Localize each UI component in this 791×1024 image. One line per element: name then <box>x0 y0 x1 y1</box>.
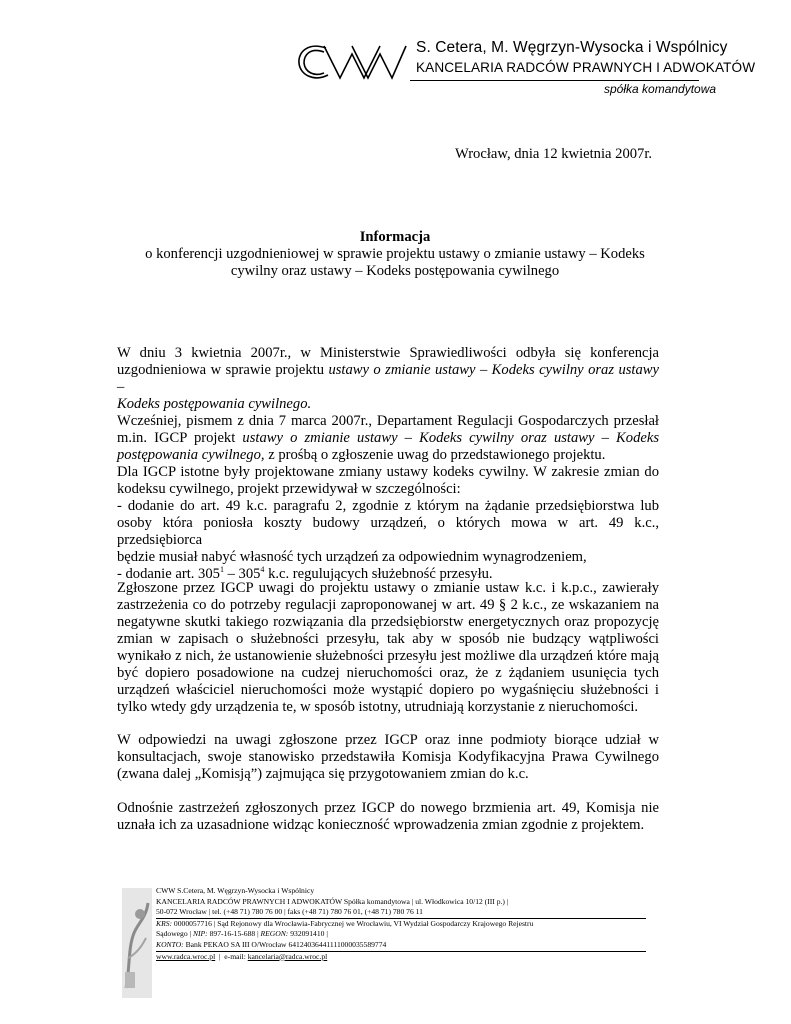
regon-value: 932091410 | <box>288 929 328 939</box>
footer-krs-line <box>156 919 646 930</box>
p3-line-4: zmian w zapisach o służebności przesyłu, tak aby w sposób nie budzący wątpliwości <box>117 631 659 647</box>
p2-line-3-italic: postępowania cywilnego, <box>117 447 265 463</box>
heading-block <box>100 229 690 280</box>
konto-value: Bank PEKAO SA III O/Wrocław 64124036441111000035589774 <box>183 939 387 949</box>
p4-line-3: (zwana dalej „Komisją”) zajmująca się przygotowaniem zmian do k.c. <box>117 766 529 782</box>
p2-line-3-text: z prośbą o zgłoszenie uwag do przedstawionego projektu. <box>264 447 606 463</box>
paragraph-4 <box>117 732 659 783</box>
footer-konto-line <box>156 940 646 951</box>
p1-line-2 <box>117 362 659 396</box>
p2-line-2-text: m.in. IGCP projekt <box>117 430 243 446</box>
registry-text: Sądowego | <box>156 929 193 939</box>
heading-line-1: o konferencji uzgodnieniowej w sprawie projektu ustawy o zmianie ustawy – Kodeks <box>145 246 645 262</box>
p4-line-1: W odpowiedzi na uwagi zgłoszone przez IGCP oraz inne podmioty biorące udział w <box>117 732 659 748</box>
date-line: Wrocław, dnia 12 kwietnia 2007r. <box>455 146 653 162</box>
p3-line-3: negatywne skutki takiego rozwiązania dla przedsiębiorstw energetycznych oraz propozycję <box>117 614 659 630</box>
krs-label: KRS: <box>156 918 173 928</box>
p4-line-2: konsultacjach, swoje stanowisko przedstawiła Komisja Kodyfikacyjna Prawa Cywilnego <box>117 749 659 765</box>
firm-subtitle: KANCELARIA RADCÓW PRAWNYCH I ADWOKATÓW <box>416 60 756 75</box>
paragraph-5 <box>117 800 659 834</box>
p1-line-2-italic: ustawy o zmianie ustawy – Kodeks cywilny oraz ustawy – <box>117 362 659 395</box>
p2-line-9-a: - dodanie art. 305 <box>117 566 220 582</box>
footer <box>156 886 646 962</box>
nip-label: NIP: <box>192 929 208 939</box>
p2-line-9-b: – 305 <box>223 566 261 582</box>
p3-line-7: urządzeń właściciel nieruchomości może wystąpić dopiero po wygaśnięciu służebności i <box>117 682 659 698</box>
superscript-1: 1 <box>219 565 224 574</box>
krs-value: 0000057716 | Sąd Rejonowy dla Wrocławia-Fabrycznej we Wrocławiu, VI Wydział Gospodarczy Krajowego Rejestru <box>172 918 534 928</box>
email-separator: | e-mail: <box>215 951 248 961</box>
footer-line-2: KANCELARIA RADCÓW PRAWNYCH I ADWOKATÓW Spółka komandytowa | ul. Włodkowica 10/12 (III p.) | <box>156 896 509 906</box>
footer-decorative-image <box>122 888 152 998</box>
p2-line-1: Wcześniej, pismem z dnia 7 marca 2007r., Departament Regulacji Gospodarczych przesłał <box>117 413 659 429</box>
p2-line-6: - dodanie do art. 49 k.c. paragrafu 2, zgodnie z którym na żądanie przedsiębiorstwa lub <box>117 498 659 514</box>
cww-logo <box>296 42 408 82</box>
superscript-4: 4 <box>260 565 265 574</box>
p1-line-3 <box>117 396 659 413</box>
p2-line-2 <box>117 430 659 447</box>
website-link[interactable]: www.radca.wroc.pl <box>156 951 216 961</box>
email-link[interactable]: kancelaria@radca.wroc.pl <box>247 951 328 961</box>
konto-label: KONTO: <box>156 939 184 949</box>
p5-line-1: Odnośnie zastrzeżeń zgłoszonych przez IGCP do nowego brzmienia art. 49, Komisja nie <box>117 800 659 816</box>
p2-line-9-c: k.c. regulujących służebność przesyłu. <box>264 566 493 582</box>
paragraph-2 <box>117 413 659 583</box>
footer-nip-line <box>156 929 646 940</box>
p1-line-1: W dniu 3 kwietnia 2007r., w Ministerstwie Sprawiedliwości odbyła się konferencja <box>117 345 659 361</box>
heading-line-2: cywilny oraz ustawy – Kodeks postępowania cywilnego <box>230 263 560 279</box>
p2-line-2-italic: ustawy o zmianie ustawy – Kodeks cywilny oraz ustawy – Kodeks <box>242 430 659 446</box>
paragraph-1 <box>117 345 659 413</box>
p2-line-3 <box>117 447 659 464</box>
footer-line-1: CWW S.Cetera, M. Węgrzyn-Wysocka i Wspólnicy <box>156 886 315 895</box>
paragraph-3 <box>117 580 659 716</box>
footer-links-line <box>156 952 646 963</box>
p1-line-3-italic: Kodeks postępowania cywilnego. <box>117 396 312 412</box>
p2-line-7: osoby która poniosła koszty budowy urządzeń, o których mowa w art. 49 k.c., przedsiębiorca <box>117 515 659 548</box>
p1-line-2-text: uzgodnieniowa w sprawie projektu <box>117 362 329 378</box>
letterhead-rule <box>410 80 699 81</box>
document-title: Informacja <box>359 229 431 245</box>
footer-line-3: 50-072 Wrocław | tel. (+48 71) 780 76 00 | faks (+48 71) 780 76 01, (+48 71) 780 76 11 <box>156 907 423 917</box>
p2-line-5: kodeksu cywilnego, projekt przewidywał w szczególności: <box>117 481 461 497</box>
p3-line-6: być dopiero posadowione na cudzej nieruchomości oraz, że z żądaniem usunięcia tych <box>117 665 659 681</box>
p3-line-5: wynikało z nich, że ustanowienie służebności przesyłu jest możliwe dla urządzeń które mają <box>117 648 659 664</box>
p3-line-1: Zgłoszone przez IGCP uwagi do projektu ustawy o zmianie ustaw k.c. i k.p.c., zawierały <box>117 580 659 596</box>
p3-line-2: zastrzeżenia co do potrzeby regulacji zaproponowanej w art. 49 § 2 k.c., ze wskazaniem na <box>117 597 659 613</box>
p2-line-4: Dla IGCP istotne były projektowane zmiany ustawy kodeks cywilny. W zakresie zmian do <box>117 464 659 480</box>
p2-line-8: będzie musiał nabyć własność tych urządzeń za odpowiednim wynagrodzeniem, <box>117 549 587 565</box>
p3-line-8: tylko wtedy gdy urządzenia te, w sposób istotny, utrudniają korzystanie z nieruchomości. <box>117 699 639 715</box>
regon-label: REGON: <box>260 929 289 939</box>
firm-name: S. Cetera, M. Węgrzyn-Wysocka i Wspólnicy <box>416 39 728 56</box>
p5-line-2: uznała ich za uzasadnione widząc konieczność wprowadzenia zmian zgodnie z projektem. <box>117 817 645 833</box>
nip-value: 897-16-15-688 | <box>207 929 261 939</box>
firm-type: spółka komandytowa <box>604 82 717 96</box>
